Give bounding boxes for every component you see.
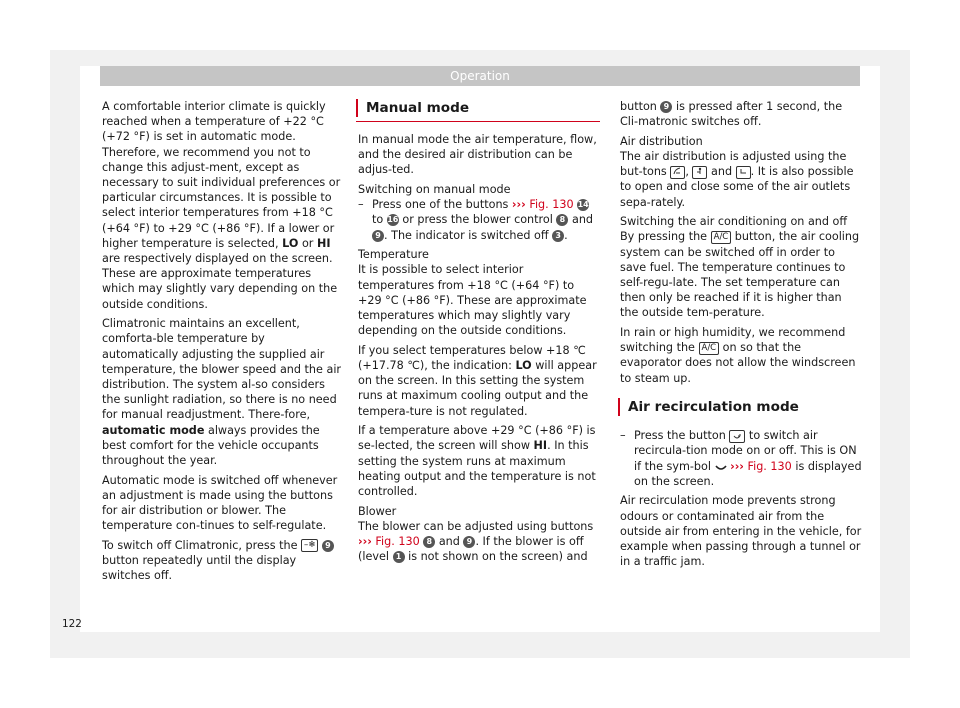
section-header: Operation [100,66,860,86]
recirculation-icon [729,430,745,443]
heading-temperature: Temperature [358,248,429,262]
recirc-title: Air recirculation mode [628,399,799,416]
callout-14: 14 [577,200,589,210]
paragraph-manual-intro: In manual mode the air temperature, flow, and the desired air distribution can be adjus-ted. [358,133,597,177]
paragraph-blower-cont: button 9 is pressed after 1 second, the Cli-matronic switches off. [620,100,843,129]
page-number: 122 [62,618,82,630]
paragraph-recirc: Air recirculation mode prevents strong odours or contaminated air from the outside air from entering in the vehicle, for example when passing through a tunnel or in a traffic jam. [620,494,862,569]
heading-switching-manual: Switching on manual mode [358,183,511,196]
fig-link[interactable]: ››› Fig. 130 [730,459,792,473]
paragraph-switch-off: To switch off Climatronic, press the –❄ 9 button repeatedly until the display switches off. [102,538,344,584]
air-distribution-upper-icon [692,166,707,179]
fig-link[interactable]: ››› Fig. 130 [511,198,574,212]
paragraph-comfort: A comfortable interior climate is quickly reached when a temperature of +22 °C (+72 °F) is set in automatic mode. Therefore, we recommend you not to change this adjust-ment, except as necessary to suit individual preferences or particular circumstances. It is possible to select interior temperatures from +18 °C (+64 °F) to +29 °C (+86 °F). If a lower or higher temperature is selected, LO or HI are respectively displayed on the screen. These are approximate temperatures which may slightly vary depending on the outside conditions. [102,100,341,311]
paragraph-air-distribution: The air distribution is adjusted using the but-tons , and . It is also possible to open and close some of the air outlets sepa-rately. [620,150,854,209]
paragraph-blower: The blower can be adjusted using buttons ››› Fig. 130 8 and 9 . If the blower is off (level 1 is not shown on the screen) and [358,519,594,564]
ac-key: A/C [711,231,732,244]
callout-1: 1 [393,551,405,563]
manual-mode-title-rule [356,99,600,122]
callout-3: 3 [552,230,564,242]
manual-mode-title: Manual mode [366,100,470,116]
callout-16: 16 [387,215,399,225]
fig-link[interactable]: ››› Fig. 130 [358,535,420,549]
heading-ac: Switching the air conditioning on and off [620,215,848,229]
column-2 [358,99,600,569]
callout-9: 9 [372,230,384,242]
paragraph-ac: By pressing the A/C button, the air cooling system can be switched off in order to save fuel. The temperature continues to self-regu-late. The set temperature can then only be reached if it is higher than the outside tem-perature. [620,230,860,320]
heading-air-distribution: Air distribution [620,134,703,148]
callout-8: 8 [556,214,568,226]
paragraph-climatronic: Climatronic maintains an excellent, comforta-ble temperature by automatically adjusting the supplied air temperature, the blower speed and the air distribution. The system al-so considers the sunlight radiation, so there is no need for manual readjustment. There-fore, automatic mode always provides the best comfort for the vehicle occupants throughout the year. [102,317,342,468]
callout-9: 9 [322,540,334,552]
paragraph-humidity: In rain or high humidity, we recommend switching the A/C on so that the evaporator does not allow the windscreen to steam up. [620,326,856,385]
callout-9: 9 [463,536,475,548]
recirculation-symbol-icon [715,463,727,471]
callout-8: 8 [423,536,435,548]
air-distribution-windscreen-icon [670,166,685,179]
recirc-title-block [618,398,862,416]
column-1 [102,99,344,588]
paragraph-high-temp: If a temperature above +29 °C (+86 °F) is se-lected, the screen will show HI. In this setting the system runs at maximum heating output and the temperature is not controlled. [358,424,596,499]
air-distribution-footwell-icon [736,166,751,179]
ac-key: A/C [699,342,720,355]
list-item-switching: – Press one of the buttons ››› Fig. 130 14 to 16 or press the blower control 8 and 9 . The indicator is switched off 3 . [358,198,594,242]
paragraph-low-temp: If you select temperatures below +18 ℃ (+17.78 ℃), the indication: LO will appear on the screen. In this setting the system runs at maximum cooling output and the tempera-ture is not regulated. [358,343,597,418]
paragraph-auto-off: Automatic mode is switched off whenever an adjustment is made using the buttons for air distribution or blower. The temperature con-tinues to self-regulate. [102,473,338,533]
list-item-recirc: – Press the button to switch air recircula-tion mode on or off. This is ON if the sym-bol ››› Fig. 130 is displayed on the screen. [620,429,862,488]
heading-blower: Blower [358,504,397,518]
fan-minus-key-icon: –❄ [301,539,318,552]
column-3 [620,99,862,574]
callout-9: 9 [660,101,672,113]
paragraph-temperature: It is possible to select interior temperatures from +18 °C (+64 °F) to +29 °C (+86 °F). These are approximate temperatures which may slightly vary depending on the outside conditions. [358,263,587,338]
